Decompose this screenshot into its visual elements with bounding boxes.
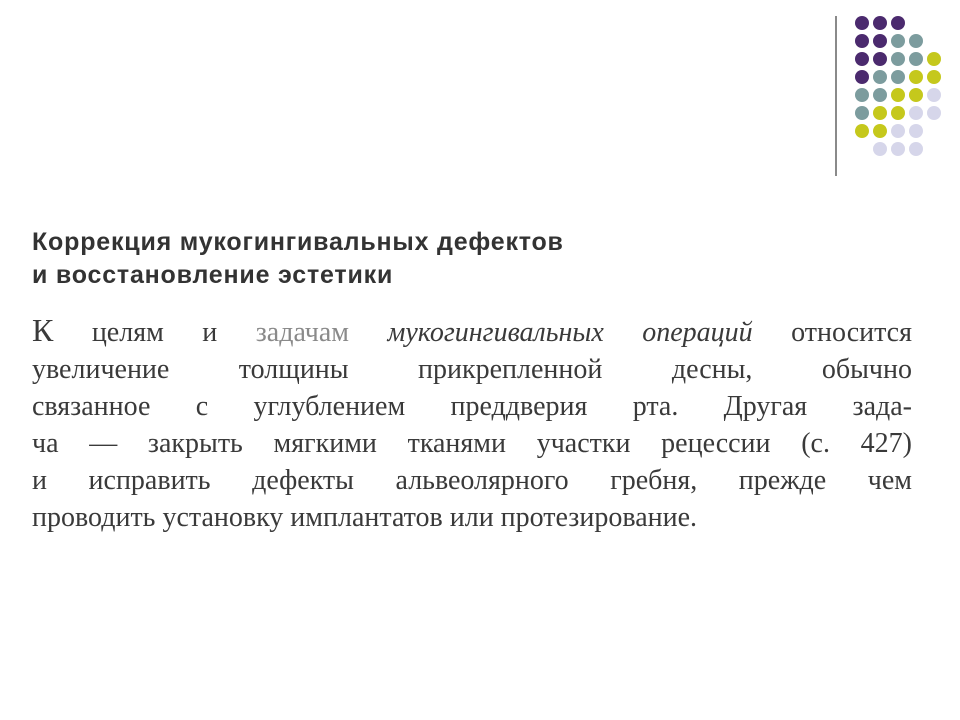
body-line-3: связанное с углублением преддверия рта. Другая зада- [32,391,912,422]
dot-teal [909,52,923,66]
dot-olive [927,52,941,66]
dot-teal [873,70,887,84]
body-line-5: и исправить дефекты альвеолярного гребня, прежде чем [32,465,912,496]
body-line-1-space [349,317,387,348]
dot-purple [855,52,869,66]
heading-line-2: и восстановление эстетики [32,261,394,289]
body-line-1-term: задачам [255,317,350,348]
body-line-1-end: относится [752,317,912,348]
dot-purple [855,70,869,84]
dot-teal [891,70,905,84]
dot-teal [855,106,869,120]
body-line-6: проводить установку имплантатов или протезирование. [32,502,698,533]
body-line-2: увеличение толщины прикрепленной десны, обычно [32,354,912,385]
dot-purple [891,16,905,30]
dot-olive [927,70,941,84]
dot-purple [873,52,887,66]
body-line-1-italic: мукогингивальных операций [387,317,753,348]
dot-lavender [909,142,923,156]
dot-purple [855,34,869,48]
heading-line-1: Коррекция мукогингивальных дефектов [32,228,564,256]
dot-teal [891,34,905,48]
dot-lavender [927,106,941,120]
dot-olive [891,88,905,102]
body-line-1-part-a: целям и [53,317,256,348]
dot-purple [855,16,869,30]
dot-olive [873,106,887,120]
dot-olive [891,106,905,120]
dot-lavender [909,106,923,120]
dot-purple [873,34,887,48]
decorative-dot-grid [0,0,960,200]
dot-teal [909,34,923,48]
dot-lavender [873,142,887,156]
body-line-4: ча — закрыть мягкими тканями участки рецессии (с. 427) [32,428,912,459]
dot-olive [909,88,923,102]
dot-lavender [891,142,905,156]
dot-teal [855,88,869,102]
dot-teal [873,88,887,102]
dot-lavender [909,124,923,138]
dot-teal [891,52,905,66]
dot-purple [873,16,887,30]
body-line-1 [32,312,912,351]
dot-lavender [891,124,905,138]
dot-lavender [927,88,941,102]
section-heading [32,226,912,292]
vertical-divider-line [835,16,837,176]
drop-initial: К [32,312,54,348]
dot-olive [909,70,923,84]
dot-olive [873,124,887,138]
body-paragraph [32,312,912,536]
dot-olive [855,124,869,138]
